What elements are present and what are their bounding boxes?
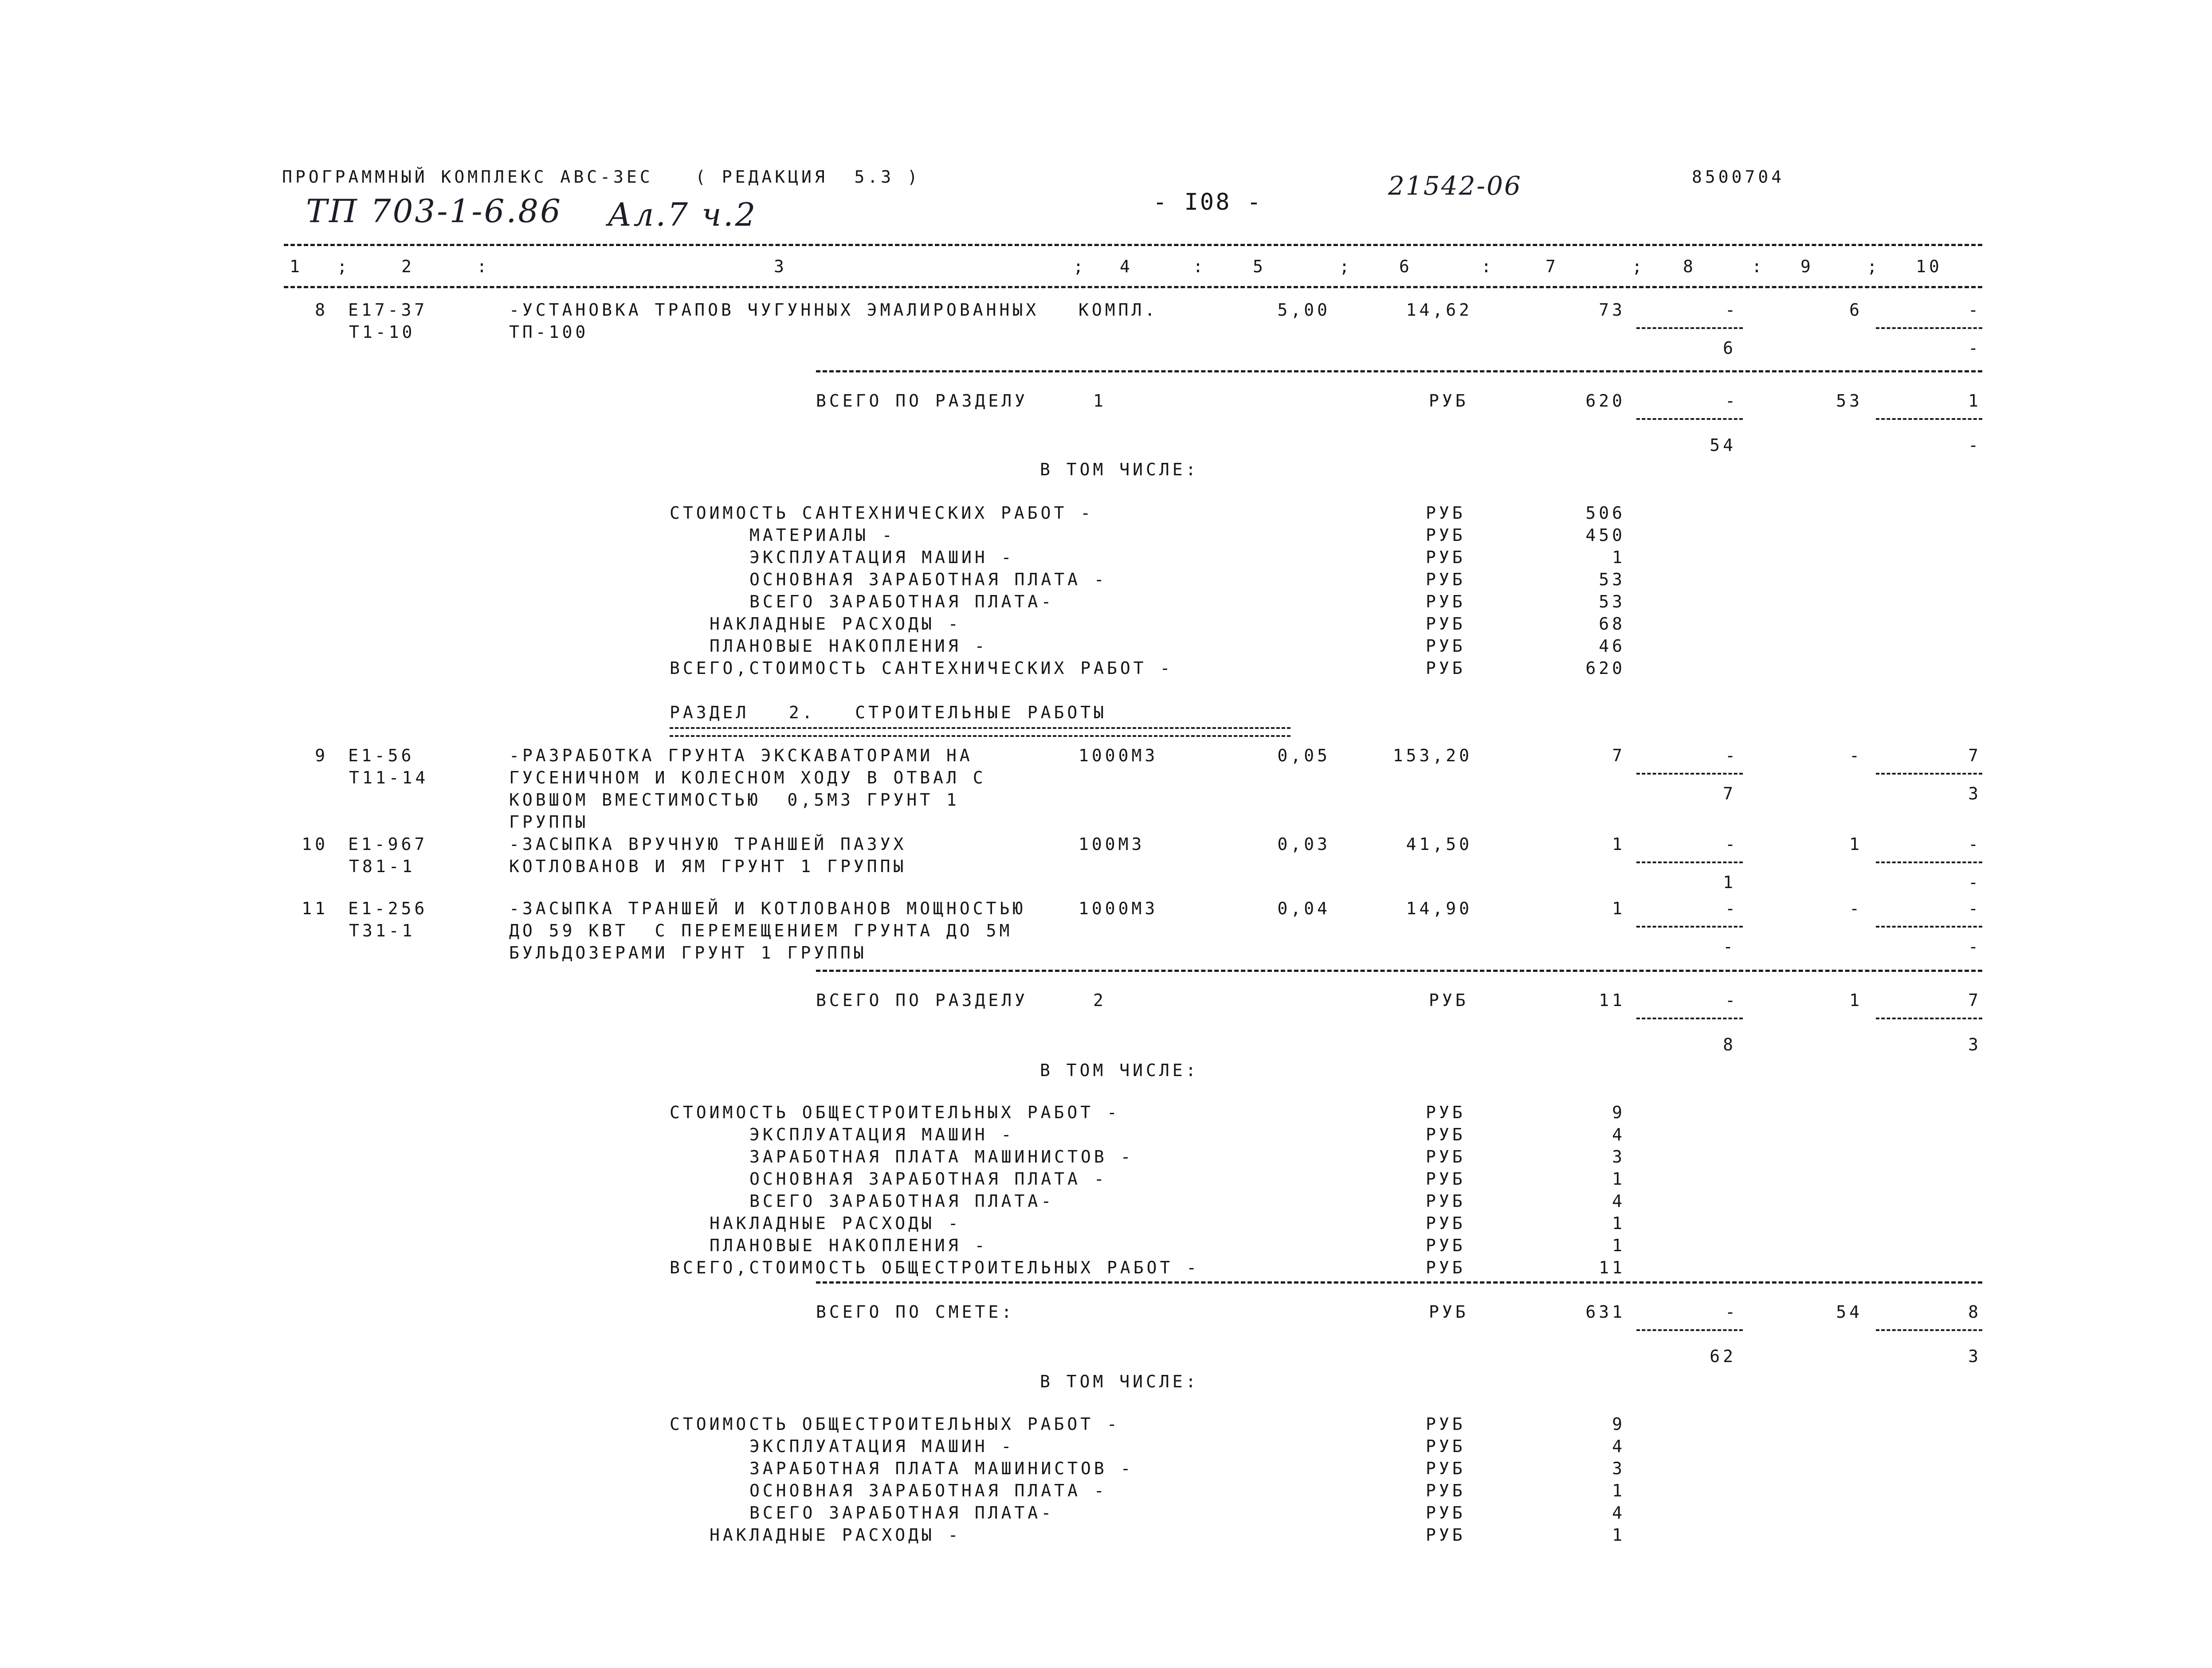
col9-value: 6 xyxy=(1849,300,1863,320)
column-separator: ; xyxy=(337,257,350,276)
breakdown-value: 1 xyxy=(1612,1169,1625,1189)
breakdown-label: ВСЕГО ЗАРАБОТНАЯ ПЛАТА- xyxy=(749,1191,1055,1211)
breakdown-unit: РУБ xyxy=(1426,1214,1466,1233)
in-total-heading: В ТОМ ЧИСЛЕ: xyxy=(1040,460,1199,479)
document-code: 8500704 xyxy=(1692,167,1785,187)
breakdown-value: 46 xyxy=(1599,636,1625,656)
total-label: ВСЕГО ПО РАЗДЕЛУ xyxy=(816,991,1028,1010)
col8-value: - xyxy=(1725,899,1738,918)
work-description-line: -ЗАСЫПКА ТРАНШЕЙ И КОТЛОВАНОВ МОЩНОСТЬЮ xyxy=(509,899,1026,918)
breakdown-unit: РУБ xyxy=(1426,1147,1466,1167)
subtotal-rule xyxy=(1876,1018,1982,1019)
breakdown-label: МАТЕРИАЛЫ - xyxy=(749,525,895,545)
col8-value: - xyxy=(1725,1302,1738,1322)
breakdown-value: 620 xyxy=(1585,658,1625,678)
breakdown-label: ЗАРАБОТНАЯ ПЛАТА МАШИНИСТОВ - xyxy=(749,1147,1134,1167)
page-number: - I08 - xyxy=(1153,189,1263,215)
column-separator: ; xyxy=(1632,257,1645,276)
total-cost: 620 xyxy=(1585,391,1625,411)
subtotal-rule xyxy=(1636,773,1743,775)
breakdown-label: ОСНОВНАЯ ЗАРАБОТНАЯ ПЛАТА - xyxy=(749,570,1107,589)
work-description-line: -УСТАНОВКА ТРАПОВ ЧУГУННЫХ ЭМАЛИРОВАННЫХ xyxy=(509,300,1039,320)
total-cost: 7 xyxy=(1612,746,1625,765)
breakdown-label: ЗАРАБОТНАЯ ПЛАТА МАШИНИСТОВ - xyxy=(749,1459,1134,1478)
breakdown-unit: РУБ xyxy=(1426,636,1466,656)
col8-subvalue: - xyxy=(1723,937,1736,956)
section-title-double-rule xyxy=(670,727,1290,737)
breakdown-value: 1 xyxy=(1612,548,1625,567)
breakdown-label: ЭКСПЛУАТАЦИЯ МАШИН - xyxy=(749,1437,1015,1456)
rate-table-code: Т81-1 xyxy=(349,857,416,876)
col10-subvalue: 3 xyxy=(1968,1035,1981,1054)
row-number: 8 xyxy=(315,300,328,320)
unit-of-measure: КОМПЛ. xyxy=(1079,300,1158,320)
breakdown-unit: РУБ xyxy=(1426,1503,1466,1523)
col10-value: - xyxy=(1968,899,1981,918)
col10-subvalue: - xyxy=(1968,873,1981,892)
breakdown-label: ОСНОВНАЯ ЗАРАБОТНАЯ ПЛАТА - xyxy=(749,1481,1107,1500)
total-rule xyxy=(816,1281,1982,1284)
work-description-line: -ЗАСЫПКА ВРУЧНУЮ ТРАНШЕЙ ПАЗУХ xyxy=(509,834,907,854)
album-label: Ал.7 ч.2 xyxy=(608,196,757,233)
rate-table-code: Т11-14 xyxy=(349,768,429,787)
rate-table-code: Т31-1 xyxy=(349,921,416,940)
row-number: 10 xyxy=(302,834,328,854)
col10-subvalue: - xyxy=(1968,338,1981,358)
section-number: 1 xyxy=(1093,391,1106,411)
breakdown-value: 4 xyxy=(1612,1125,1625,1144)
breakdown-label: ВСЕГО ЗАРАБОТНАЯ ПЛАТА- xyxy=(749,592,1055,611)
breakdown-unit: РУБ xyxy=(1426,570,1466,589)
column-separator: ; xyxy=(1867,257,1880,276)
total-unit: РУБ xyxy=(1429,1302,1469,1322)
col9-value: 1 xyxy=(1849,834,1863,854)
breakdown-unit: РУБ xyxy=(1426,1414,1466,1434)
col10-subvalue: - xyxy=(1968,435,1981,455)
breakdown-label: ЭКСПЛУАТАЦИЯ МАШИН - xyxy=(749,548,1015,567)
total-label: ВСЕГО ПО СМЕТЕ: xyxy=(816,1302,1015,1322)
breakdown-label: НАКЛАДНЫЕ РАСХОДЫ - xyxy=(710,1525,961,1545)
subtotal-rule xyxy=(1636,926,1743,928)
subtotal-rule xyxy=(1876,1329,1982,1331)
column-number-10: 10 xyxy=(1916,257,1942,276)
col10-value: 1 xyxy=(1968,391,1981,411)
quantity: 0,04 xyxy=(1277,899,1330,918)
total-rule xyxy=(816,370,1982,372)
rate-code: Е1-967 xyxy=(348,834,428,854)
breakdown-value: 53 xyxy=(1599,570,1625,589)
col8-value: - xyxy=(1725,300,1738,320)
breakdown-value: 506 xyxy=(1585,503,1625,523)
total-cost: 1 xyxy=(1612,899,1625,918)
subtotal-rule xyxy=(1636,1018,1743,1019)
header-rule-top xyxy=(284,244,1982,246)
breakdown-value: 68 xyxy=(1599,614,1625,634)
breakdown-unit: РУБ xyxy=(1426,592,1466,611)
col8-subvalue: 6 xyxy=(1723,338,1736,358)
col9-value: 54 xyxy=(1836,1302,1863,1322)
col8-value: - xyxy=(1725,391,1738,411)
breakdown-label: СТОИМОСТЬ САНТЕХНИЧЕСКИХ РАБОТ - xyxy=(670,503,1094,523)
col8-value: - xyxy=(1725,834,1738,854)
column-number-6: 6 xyxy=(1399,257,1412,276)
breakdown-label: НАКЛАДНЫЕ РАСХОДЫ - xyxy=(710,614,961,634)
column-separator: : xyxy=(1193,257,1206,276)
col10-value: - xyxy=(1968,300,1981,320)
subtotal-rule xyxy=(1876,926,1982,928)
breakdown-unit: РУБ xyxy=(1426,525,1466,545)
row-number: 11 xyxy=(302,899,328,918)
section-title: РАЗДЕЛ 2. СТРОИТЕЛЬНЫЕ РАБОТЫ xyxy=(670,703,1107,722)
work-description-line: -РАЗРАБОТКА ГРУНТА ЭКСКАВАТОРАМИ НА xyxy=(509,746,973,765)
breakdown-label: ПЛАНОВЫЕ НАКОПЛЕНИЯ - xyxy=(710,636,988,656)
column-number-2: 2 xyxy=(401,257,415,276)
col9-value: 53 xyxy=(1836,391,1863,411)
breakdown-value: 4 xyxy=(1612,1437,1625,1456)
breakdown-label: ВСЕГО,СТОИМОСТЬ ОБЩЕСТРОИТЕЛЬНЫХ РАБОТ - xyxy=(670,1258,1200,1277)
breakdown-value: 4 xyxy=(1612,1191,1625,1211)
rate-code: Е1-56 xyxy=(348,746,415,765)
unit-of-measure: 100М3 xyxy=(1079,834,1145,854)
unit-price: 153,20 xyxy=(1392,746,1472,765)
col8-value: - xyxy=(1725,991,1738,1010)
work-description-line: БУЛЬДОЗЕРАМИ ГРУНТ 1 ГРУППЫ xyxy=(509,943,867,963)
in-total-heading: В ТОМ ЧИСЛЕ: xyxy=(1040,1061,1199,1080)
total-unit: РУБ xyxy=(1429,991,1469,1010)
col9-value: - xyxy=(1849,746,1863,765)
subtotal-rule xyxy=(1636,327,1743,329)
col8-subvalue: 8 xyxy=(1723,1035,1736,1054)
breakdown-unit: РУБ xyxy=(1426,1169,1466,1189)
col8-subvalue: 54 xyxy=(1710,435,1736,455)
breakdown-value: 3 xyxy=(1612,1147,1625,1167)
total-cost: 631 xyxy=(1585,1302,1625,1322)
breakdown-value: 1 xyxy=(1612,1525,1625,1545)
column-separator: ; xyxy=(1339,257,1353,276)
column-separator: : xyxy=(1752,257,1765,276)
unit-price: 41,50 xyxy=(1406,834,1472,854)
breakdown-unit: РУБ xyxy=(1426,1525,1466,1545)
program-name: ПРОГРАММНЫЙ КОМПЛЕКС АВС-3ЕС xyxy=(282,167,653,187)
col8-value: - xyxy=(1725,746,1738,765)
total-label: ВСЕГО ПО РАЗДЕЛУ xyxy=(816,391,1028,411)
work-description-line: КОВШОМ ВМЕСТИМОСТЬЮ 0,5М3 ГРУНТ 1 xyxy=(509,790,960,810)
in-total-heading: В ТОМ ЧИСЛЕ: xyxy=(1040,1372,1199,1391)
breakdown-label: СТОИМОСТЬ ОБЩЕСТРОИТЕЛЬНЫХ РАБОТ - xyxy=(670,1414,1120,1434)
breakdown-label: ВСЕГО,СТОИМОСТЬ САНТЕХНИЧЕСКИХ РАБОТ - xyxy=(670,658,1173,678)
work-description-line: ДО 59 КВТ С ПЕРЕМЕЩЕНИЕМ ГРУНТА ДО 5М xyxy=(509,921,1013,940)
subtotal-rule xyxy=(1876,327,1982,329)
unit-of-measure: 1000М3 xyxy=(1079,899,1158,918)
breakdown-label: НАКЛАДНЫЕ РАСХОДЫ - xyxy=(710,1214,961,1233)
column-separator: : xyxy=(477,257,490,276)
col10-subvalue: - xyxy=(1968,937,1981,956)
column-number-8: 8 xyxy=(1683,257,1696,276)
total-cost: 1 xyxy=(1612,834,1625,854)
breakdown-value: 4 xyxy=(1612,1503,1625,1523)
total-cost: 11 xyxy=(1599,991,1625,1010)
breakdown-unit: РУБ xyxy=(1426,1191,1466,1211)
stamp-number: 21542-06 xyxy=(1388,171,1522,201)
column-number-3: 3 xyxy=(774,257,787,276)
breakdown-value: 9 xyxy=(1612,1414,1625,1434)
col8-subvalue: 1 xyxy=(1723,873,1736,892)
breakdown-unit: РУБ xyxy=(1426,614,1466,634)
quantity: 0,03 xyxy=(1277,834,1330,854)
header-rule-bottom xyxy=(284,286,1982,288)
total-rule xyxy=(816,970,1982,972)
breakdown-label: ОСНОВНАЯ ЗАРАБОТНАЯ ПЛАТА - xyxy=(749,1169,1107,1189)
unit-price: 14,90 xyxy=(1406,899,1472,918)
rate-table-code: Т1-10 xyxy=(349,322,416,342)
work-description-line: ТП-100 xyxy=(509,322,589,342)
breakdown-unit: РУБ xyxy=(1426,658,1466,678)
breakdown-value: 53 xyxy=(1599,592,1625,611)
breakdown-value: 1 xyxy=(1612,1481,1625,1500)
column-number-5: 5 xyxy=(1253,257,1266,276)
subtotal-rule xyxy=(1876,861,1982,863)
breakdown-unit: РУБ xyxy=(1426,503,1466,523)
column-separator: : xyxy=(1481,257,1494,276)
total-unit: РУБ xyxy=(1429,391,1469,411)
breakdown-value: 1 xyxy=(1612,1236,1625,1255)
work-description-line: ГРУППЫ xyxy=(509,812,589,832)
breakdown-unit: РУБ xyxy=(1426,1125,1466,1144)
column-separator: ; xyxy=(1073,257,1086,276)
column-number-1: 1 xyxy=(290,257,303,276)
col10-value: 7 xyxy=(1968,746,1981,765)
edition-label: ( РЕДАКЦИЯ 5.3 ) xyxy=(695,167,921,187)
col10-value: 7 xyxy=(1968,991,1981,1010)
col9-value: 1 xyxy=(1849,991,1863,1010)
rate-code: Е1-256 xyxy=(348,899,428,918)
breakdown-unit: РУБ xyxy=(1426,1236,1466,1255)
subtotal-rule xyxy=(1876,418,1982,420)
subtotal-rule xyxy=(1636,1329,1743,1331)
col8-subvalue: 62 xyxy=(1710,1347,1736,1366)
quantity: 0,05 xyxy=(1277,746,1330,765)
col10-value: - xyxy=(1968,834,1981,854)
total-cost: 73 xyxy=(1599,300,1625,320)
col10-subvalue: 3 xyxy=(1968,784,1981,803)
col10-subvalue: 3 xyxy=(1968,1347,1981,1366)
breakdown-unit: РУБ xyxy=(1426,1258,1466,1277)
unit-price: 14,62 xyxy=(1406,300,1472,320)
project-code: ТП 703-1-6.86 xyxy=(306,192,562,230)
breakdown-label: ВСЕГО ЗАРАБОТНАЯ ПЛАТА- xyxy=(749,1503,1055,1523)
breakdown-unit: РУБ xyxy=(1426,1103,1466,1122)
column-number-4: 4 xyxy=(1120,257,1133,276)
breakdown-value: 3 xyxy=(1612,1459,1625,1478)
work-description-line: КОТЛОВАНОВ И ЯМ ГРУНТ 1 ГРУППЫ xyxy=(509,857,907,876)
breakdown-label: СТОИМОСТЬ ОБЩЕСТРОИТЕЛЬНЫХ РАБОТ - xyxy=(670,1103,1120,1122)
breakdown-value: 11 xyxy=(1599,1258,1625,1277)
column-number-7: 7 xyxy=(1545,257,1559,276)
col10-value: 8 xyxy=(1968,1302,1981,1322)
breakdown-unit: РУБ xyxy=(1426,1459,1466,1478)
breakdown-label: ЭКСПЛУАТАЦИЯ МАШИН - xyxy=(749,1125,1015,1144)
row-number: 9 xyxy=(315,746,328,765)
quantity: 5,00 xyxy=(1277,300,1330,320)
col9-value: - xyxy=(1849,899,1863,918)
breakdown-value: 9 xyxy=(1612,1103,1625,1122)
rate-code: Е17-37 xyxy=(348,300,428,320)
breakdown-value: 450 xyxy=(1585,525,1625,545)
work-description-line: ГУСЕНИЧНОМ И КОЛЕСНОМ ХОДУ В ОТВАЛ С xyxy=(509,768,986,787)
breakdown-label: ПЛАНОВЫЕ НАКОПЛЕНИЯ - xyxy=(710,1236,988,1255)
breakdown-unit: РУБ xyxy=(1426,1481,1466,1500)
column-number-9: 9 xyxy=(1800,257,1814,276)
section-number: 2 xyxy=(1093,991,1106,1010)
subtotal-rule xyxy=(1636,418,1743,420)
breakdown-unit: РУБ xyxy=(1426,548,1466,567)
unit-of-measure: 1000М3 xyxy=(1079,746,1158,765)
breakdown-unit: РУБ xyxy=(1426,1437,1466,1456)
breakdown-value: 1 xyxy=(1612,1214,1625,1233)
col8-subvalue: 7 xyxy=(1723,784,1736,803)
subtotal-rule xyxy=(1876,773,1982,775)
subtotal-rule xyxy=(1636,861,1743,863)
